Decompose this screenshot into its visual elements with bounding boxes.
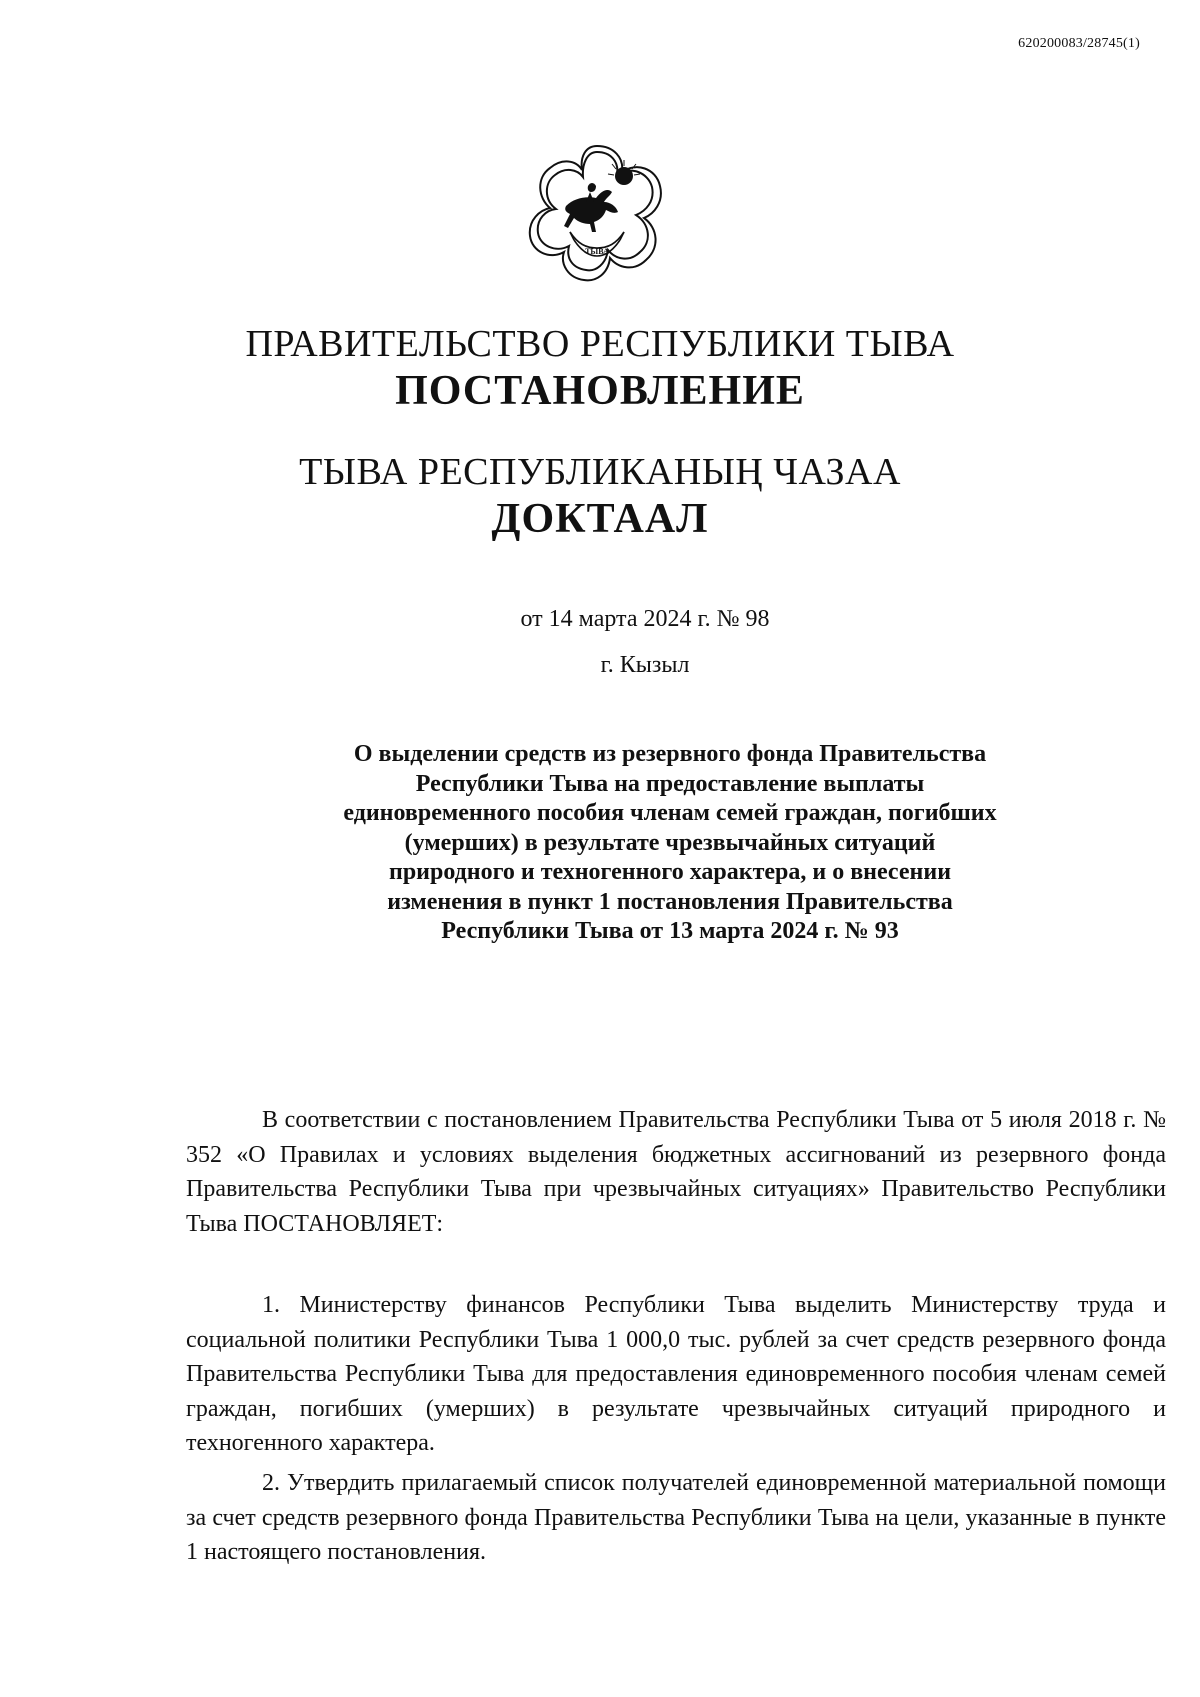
intro-text: В соответствии с постановлением Правительства Республики Тыва от 5 июля 2018 г. № 352 «О Правилах и условиях выделения бюджетных ассигнований из резервного фонда Правительства Республики Тыва при чрезвычайных ситуациях» Правительство Республики Тыва ПОСТАНОВЛЯЕТ:: [186, 1107, 1166, 1237]
emblem-inscription: ТЫВА: [585, 247, 609, 256]
government-title-tyv: ТЫВА РЕСПУБЛИКАНЫҢ ЧАЗАА: [299, 451, 901, 493]
government-title-ru: ПРАВИТЕЛЬСТВО РЕСПУБЛИКИ ТЫВА: [245, 323, 955, 365]
item-2-text: 2. Утвердить прилагаемый список получателей единовременной материальной помощи за счет средств резервного фонда Правительства Республики Тыва на цели, указанные в пункте 1 настоящего постановления.: [186, 1470, 1166, 1565]
body-paragraph-item-1: [186, 1288, 1166, 1461]
item-1-text: 1. Министерству финансов Республики Тыва выделить Министерству труда и социальной политики Республики Тыва 1 000,0 тыс. рублей за счет средств резервного фонда Правительства Республики Тыва для предоставления единовременного пособия членам семей граждан, погибших (умерших) в результате чрезвычайных ситуаций природного и техногенного характера.: [186, 1292, 1166, 1456]
decree-city: г. Кызыл: [600, 652, 690, 678]
body-paragraph-item-2: [186, 1466, 1166, 1570]
tyva-coat-of-arms-icon: [524, 140, 670, 286]
decree-date-number: от 14 марта 2024 г. № 98: [520, 606, 770, 632]
decree-title-tyv: ДОКТААЛ: [491, 496, 709, 542]
decree-subject: О выделении средств из резервного фонда Правительства Республики Тыва на предоставление выплаты единовременного пособия членам семей граждан, погибших (умерших) в результате чрезвычайных ситуаций природного и техногенного характера, и о внесении изменения в пункт 1 постановления Правительства Республики Тыва от 13 марта 2024 г. № 93: [343, 741, 997, 944]
document-registration-number: 620200083/28745(1): [1018, 36, 1140, 51]
decree-title-ru: ПОСТАНОВЛЕНИЕ: [395, 368, 805, 414]
body-paragraph-intro: [186, 1103, 1166, 1241]
